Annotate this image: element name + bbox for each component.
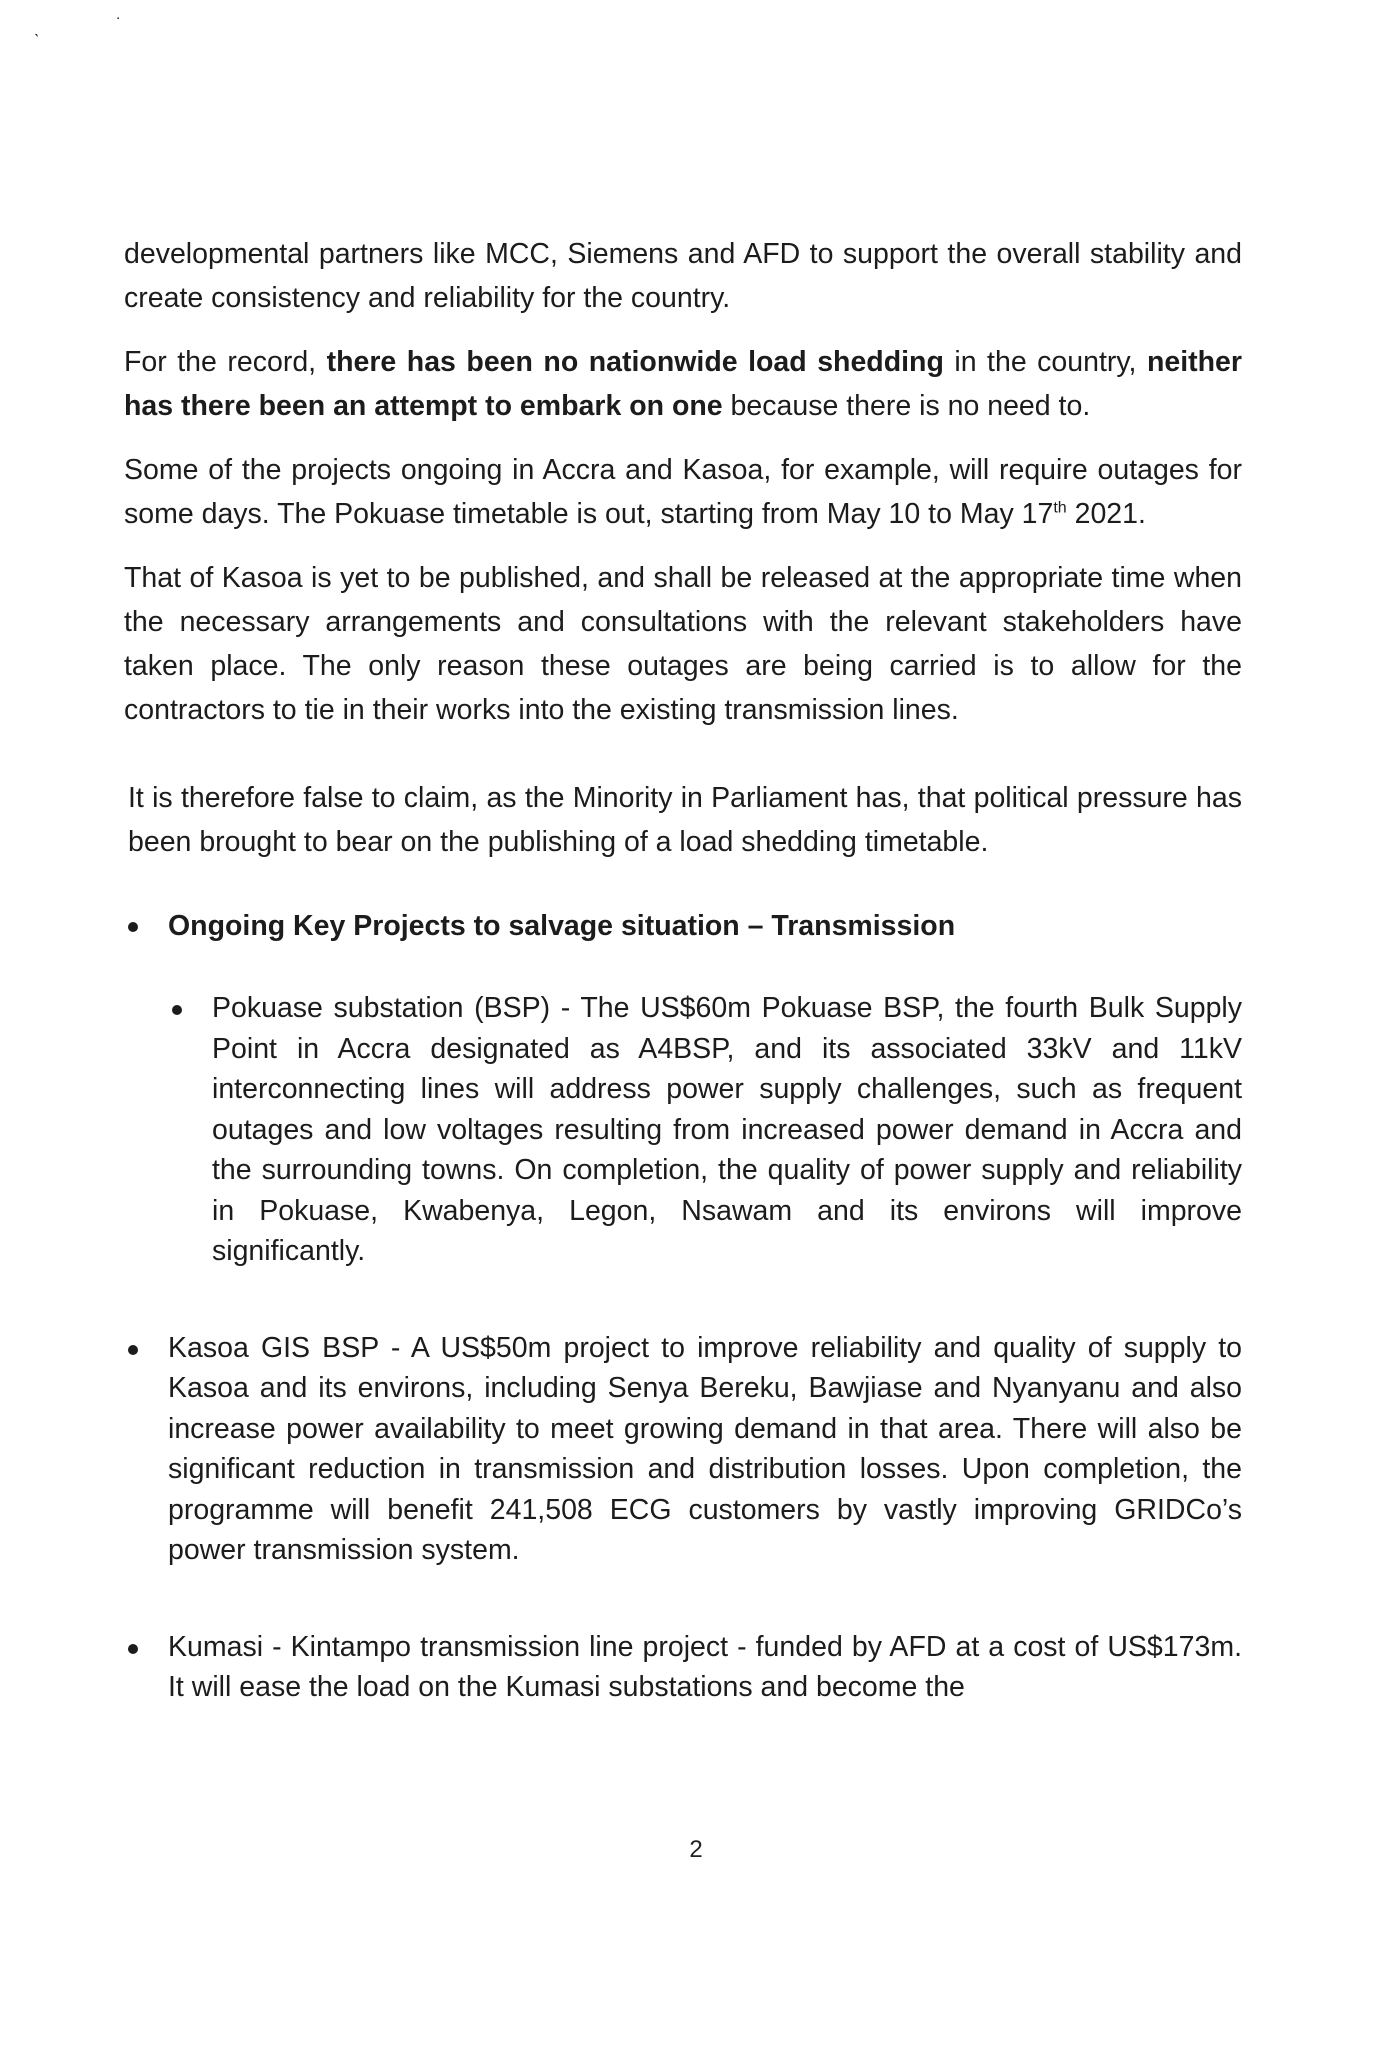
paragraph-text: That of Kasoa is yet to be published, and shall be released at the appropriate time when the necessary arrangements and consultations with the relevant stakeholders have taken place. The only reason these outages are being carried is to allow for the contractors to tie in their works into the existing transmission lines. <box>124 562 1242 726</box>
ordinal-suffix: th <box>1053 499 1067 517</box>
list-item-kasoa <box>124 1328 1242 1571</box>
list-item-text: Pokuase substation (BSP) - The US$60m Pokuase BSP, the fourth Bulk Supply Point in Accra designated as A4BSP, and its associated 33kV and 11kV interconnecting lines will address power supply challenges, such as frequent outages and low voltages resulting from increased power demand in Accra and the surrounding towns. On completion, the quality of power supply and reliability in Pokuase, Kwabenya, Legon, Nsawam and its environs will improve significantly. <box>212 992 1242 1267</box>
paragraph-text: developmental partners like MCC, Siemens and AFD to support the overall stability and create consistency and reliability for the country. <box>124 238 1242 314</box>
document-body <box>124 232 1242 1764</box>
section-heading-text: Ongoing Key Projects to salvage situation – Transmission <box>168 910 956 942</box>
paragraph-ongoing-outages <box>124 448 1242 536</box>
bold-statement: neither has there been an attempt to embark on one <box>124 346 1242 422</box>
scan-artifact-mark: ˎ <box>34 17 40 37</box>
paragraph-text: in the country, <box>943 346 1147 378</box>
list-item-text: Kasoa GIS BSP - A US$50m project to improve reliability and quality of supply to Kasoa and its environs, including Senya Bereku, Bawjiase and Nyanyanu and also increase power availability to meet growing demand in that area. There will also be significant reduction in transmission and distribution losses. Upon completion, the programme will benefit 241,508 ECG customers by vastly improving GRIDCo’s power transmission system. <box>168 1331 1242 1566</box>
paragraph-text: because there is no need to. <box>722 390 1091 422</box>
paragraph-text: 2021. <box>1066 498 1146 530</box>
page-number: 2 <box>689 1836 703 1863</box>
bullet-icon <box>128 1345 138 1355</box>
list-item-text: Kumasi - Kintampo transmission line project - funded by AFD at a cost of US$173m. It will ease the load on the Kumasi substations and become the <box>168 1630 1242 1703</box>
bullet-icon <box>128 1644 138 1654</box>
bullet-icon <box>128 922 138 932</box>
list-item-kumasi <box>124 1627 1242 1708</box>
paragraph-text: It is therefore false to claim, as the Minority in Parliament has, that political pressure has been brought to bear on the publishing of a load shedding timetable. <box>128 782 1242 858</box>
paragraph-kasoa-timetable <box>124 556 1242 732</box>
section-heading-transmission <box>124 904 1242 948</box>
paragraph-load-shedding-record <box>124 340 1242 428</box>
bold-statement: there has been no nationwide load shedding <box>326 346 944 378</box>
scan-artifact-mark: ˙ <box>116 15 122 35</box>
paragraph-minority-claim <box>124 776 1242 864</box>
bullet-icon <box>172 1005 182 1015</box>
paragraph-text: Some of the projects ongoing in Accra and Kasoa, for example, will require outages for some days. The Pokuase timetable is out, starting from May 10 to May 17 <box>124 454 1242 530</box>
paragraph-partners <box>124 232 1242 320</box>
paragraph-text: For the record, <box>124 346 327 378</box>
list-item-pokuase <box>124 988 1242 1272</box>
